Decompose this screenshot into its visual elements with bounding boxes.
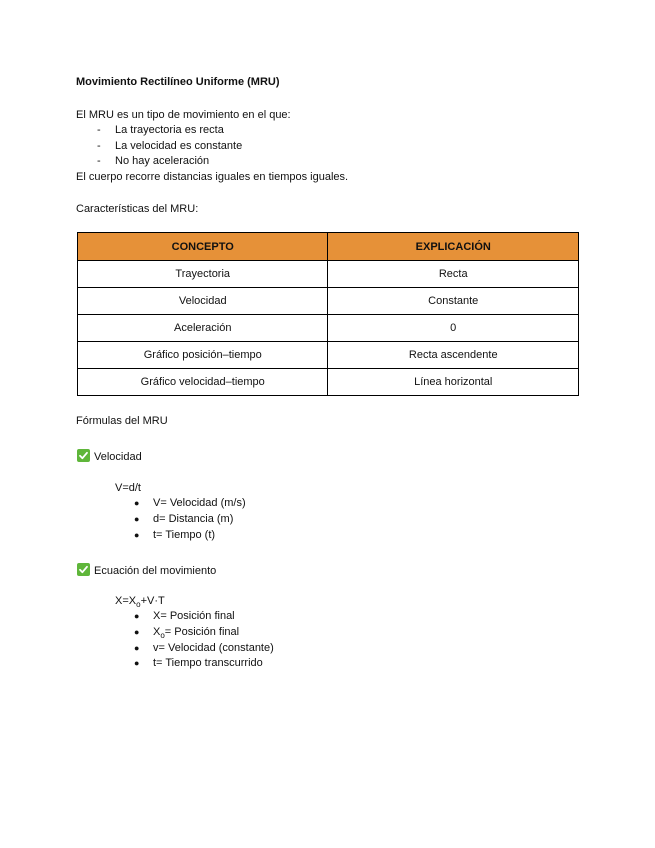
bullet-marker: ● [134,611,140,621]
table-cell: Gráfico velocidad–tiempo [78,369,328,396]
table-cell: Recta ascendente [328,342,579,369]
dash-marker: - [97,155,101,167]
motion-formula [115,595,165,607]
table-cell: Trayectoria [78,261,328,288]
bullet-marker: ● [134,514,140,524]
table-cell: Línea horizontal [328,369,579,396]
list-item [134,497,246,509]
characteristics-heading: Características del MRU: [76,203,199,215]
intro-list-item [97,140,242,152]
list-item [134,610,235,622]
intro-list-item-text: La velocidad es constante [115,140,243,152]
list-item [134,513,233,525]
table-cell: Velocidad [78,288,328,315]
bullet-marker: ● [134,658,140,668]
velocity-section-heading [77,449,142,463]
motion-section-label: Ecuación del movimiento [94,565,217,577]
formulas-heading: Fórmulas del MRU [76,415,168,427]
intro-list-item [97,124,224,136]
motion-section-heading [77,563,216,577]
table-cell: Aceleración [78,315,328,342]
velocity-section-label: Velocidad [94,451,142,463]
list-item [134,657,263,669]
list-item-prefix: X [153,626,161,638]
dash-marker: - [97,140,101,152]
list-item-suffix: = Posición final [164,626,240,638]
table-cell: Constante [328,288,579,315]
list-item [134,529,215,541]
table-cell: Gráfico posición–tiempo [78,342,328,369]
list-item-text: t= Tiempo (t) [153,529,216,541]
list-item-text: v= Velocidad (constante) [153,642,274,654]
table-row [78,369,579,396]
table-header-row [78,233,579,261]
check-mark-icon [77,563,90,576]
dash-marker: - [97,124,101,136]
intro-list-item-text: La trayectoria es recta [115,124,224,136]
table-cell: 0 [328,315,579,342]
list-item [134,626,239,638]
table-row [78,261,579,288]
bullet-marker: ● [134,530,140,540]
summary-text: El cuerpo recorre distancias iguales en tiempos iguales. [76,171,349,183]
bullet-marker: ● [134,498,140,508]
list-item-text: t= Tiempo transcurrido [153,657,263,669]
document-title: Movimiento Rectilíneo Uniforme (MRU) [76,76,280,88]
motion-formula-subscript: o [136,600,141,609]
table-header-concept: CONCEPTO [78,233,328,261]
list-item-text: X= Posición final [153,610,235,622]
intro-text: El MRU es un tipo de movimiento en el que: [76,109,291,121]
list-item-subscript: o [160,631,165,640]
motion-formula-suffix: +V·T [140,595,165,607]
list-item [134,642,274,654]
table-row [78,342,579,369]
intro-list-item [97,155,209,167]
bullet-marker: ● [134,627,140,637]
table-cell: Recta [328,261,579,288]
bullet-marker: ● [134,643,140,653]
motion-formula-prefix: X=X [115,595,137,607]
characteristics-table [77,232,579,396]
table-header-explanation: EXPLICACIÓN [328,233,579,261]
intro-list-item-text: No hay aceleración [115,155,210,167]
table-row [78,288,579,315]
list-item-text: d= Distancia (m) [153,513,234,525]
table-row [78,315,579,342]
velocity-formula: V=d/t [115,482,141,494]
list-item-text: V= Velocidad (m/s) [153,497,246,509]
check-mark-icon [77,449,90,462]
